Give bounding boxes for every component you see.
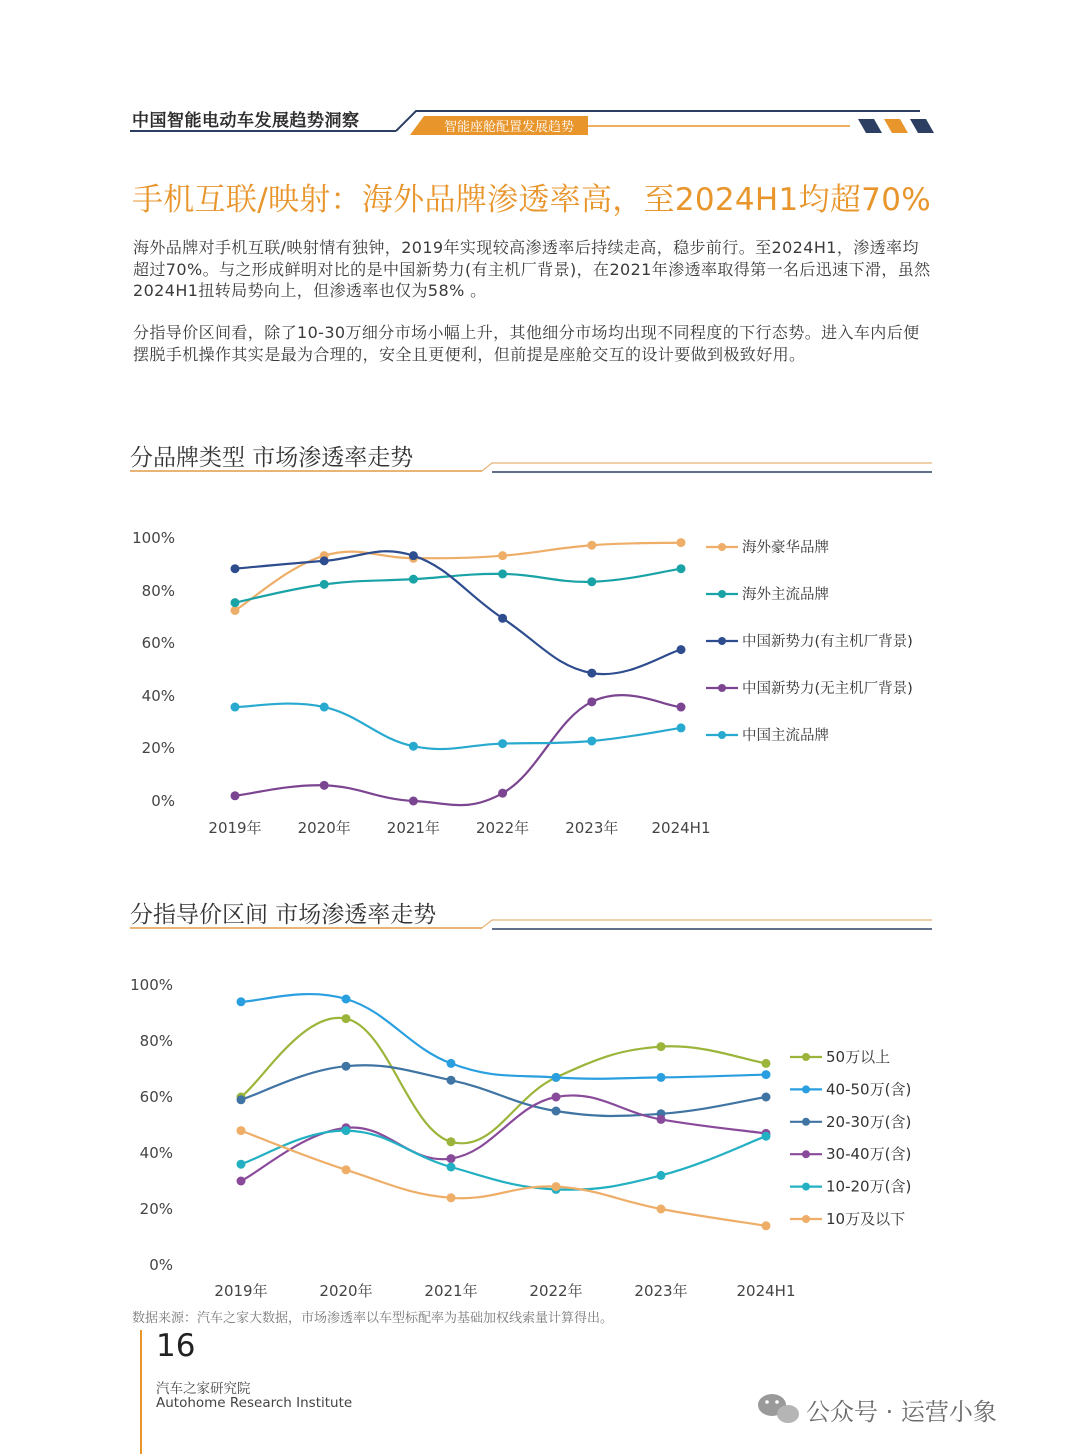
- legend-label: 海外主流品牌: [742, 587, 829, 603]
- legend-label: 中国新势力(无主机厂背景): [742, 681, 913, 697]
- legend-label: 30-40万(含): [826, 1145, 912, 1164]
- data-point: [552, 1107, 561, 1116]
- chart-2: [130, 976, 911, 1300]
- series-3: [231, 551, 686, 677]
- data-source-note: 数据来源：汽车之家大数据，市场渗透率以车型标配率为基础加权线索量计算得出。: [132, 1311, 614, 1326]
- legend-item: [706, 586, 829, 603]
- series-5: [231, 703, 686, 751]
- data-point: [552, 1093, 561, 1102]
- legend-item: [790, 1145, 911, 1163]
- series-line: [235, 551, 681, 674]
- x-tick-label: 2024H1: [651, 819, 711, 837]
- x-tick-label: 2022年: [476, 819, 530, 837]
- data-point: [657, 1205, 666, 1214]
- org-name-en: Autohome Research Institute: [156, 1395, 353, 1411]
- x-tick-label: 2020年: [297, 819, 351, 837]
- watermark-text: 公众号 · 运营小象: [806, 1398, 997, 1426]
- data-point: [447, 1154, 456, 1163]
- data-point: [231, 791, 240, 800]
- legend-swatch-dot: [802, 1085, 810, 1093]
- x-tick-label: 2023年: [565, 819, 619, 837]
- legend-item: [706, 727, 829, 744]
- y-tick-label: 20%: [141, 739, 175, 757]
- data-point: [409, 797, 418, 806]
- x-tick-label: 2021年: [424, 1282, 478, 1300]
- legend-swatch-dot: [718, 637, 726, 645]
- legend-label: 中国主流品牌: [742, 728, 829, 744]
- x-tick-label: 2023年: [634, 1282, 688, 1300]
- data-point: [409, 742, 418, 751]
- legend-item: [706, 632, 913, 650]
- intro-paragraph-2: 分指导价区间看，除了10-30万细分市场小幅上升，其他细分市场均出现不同程度的下行态势。进入车内后便摆脱手机操作其实是最为合理的，安全且更便利，但前提是座舱交互的设计要做到极致好用。: [133, 323, 920, 364]
- data-point: [762, 1059, 771, 1068]
- chart-1-title: 分品牌类型 市场渗透率走势: [130, 445, 414, 471]
- data-point: [342, 1126, 351, 1135]
- series-1: [237, 1014, 771, 1146]
- data-point: [552, 1073, 561, 1082]
- y-tick-label: 80%: [141, 582, 175, 600]
- data-point: [677, 538, 686, 547]
- data-point: [237, 1095, 246, 1104]
- legend-item: [790, 1080, 911, 1098]
- legend-label: 40-50万(含): [826, 1080, 912, 1099]
- series-line: [235, 569, 681, 603]
- data-point: [498, 551, 507, 560]
- data-point: [552, 1182, 561, 1191]
- series-line: [235, 695, 681, 805]
- x-tick-label: 2020年: [319, 1282, 373, 1300]
- data-point: [237, 1160, 246, 1169]
- series-line: [241, 994, 766, 1079]
- legend-item: [790, 1048, 890, 1066]
- y-tick-label: 60%: [141, 634, 175, 652]
- legend-swatch-dot: [802, 1215, 810, 1223]
- legend-item: [706, 539, 829, 556]
- legend-label: 10-20万(含): [826, 1177, 912, 1196]
- data-point: [409, 575, 418, 584]
- org-name-cn: 汽车之家研究院: [156, 1381, 251, 1397]
- x-tick-label: 2021年: [386, 819, 440, 837]
- data-point: [447, 1059, 456, 1068]
- x-tick-label: 2024H1: [736, 1282, 796, 1300]
- data-point: [237, 997, 246, 1006]
- series-line: [241, 1131, 766, 1226]
- data-point: [447, 1076, 456, 1085]
- y-tick-label: 100%: [132, 529, 175, 547]
- series-line: [235, 704, 681, 749]
- data-point: [231, 564, 240, 573]
- x-tick-label: 2019年: [214, 1282, 268, 1300]
- data-point: [231, 606, 240, 615]
- legend-swatch-dot: [718, 684, 726, 692]
- series-4: [231, 695, 686, 805]
- y-tick-label: 80%: [139, 1032, 173, 1050]
- legend-swatch-dot: [802, 1150, 810, 1158]
- intro-paragraph-1: 海外品牌对手机互联/映射情有独钟，2019年实现较高渗透率后持续走高，稳步前行。至2024H1，渗透率均超过70%。与之形成鲜明对比的是中国新势力(有主机厂背景)，在2021年渗透率取得第一名后迅速下滑，虽然2024H1扭转局势向上，但渗透率也仅为58% 。: [133, 238, 931, 300]
- data-point: [237, 1177, 246, 1186]
- legend-swatch-dot: [718, 590, 726, 598]
- legend-item: [790, 1210, 905, 1228]
- y-tick-label: 0%: [149, 1256, 173, 1274]
- chart-1: [132, 529, 913, 837]
- data-point: [320, 781, 329, 790]
- y-tick-label: 40%: [139, 1144, 173, 1162]
- y-tick-label: 20%: [139, 1200, 173, 1218]
- legend-swatch-dot: [802, 1053, 810, 1061]
- y-tick-label: 0%: [151, 792, 175, 810]
- data-point: [342, 995, 351, 1004]
- data-point: [231, 703, 240, 712]
- data-point: [762, 1070, 771, 1079]
- data-point: [342, 1165, 351, 1174]
- data-point: [231, 598, 240, 607]
- series-4: [237, 1093, 771, 1186]
- y-tick-label: 60%: [139, 1088, 173, 1106]
- legend-swatch-dot: [718, 543, 726, 551]
- series-6: [237, 1126, 771, 1230]
- data-point: [587, 736, 596, 745]
- data-point: [677, 645, 686, 654]
- data-point: [409, 551, 418, 560]
- legend-swatch-dot: [802, 1118, 810, 1126]
- legend-label: 海外豪华品牌: [742, 540, 829, 556]
- data-point: [447, 1137, 456, 1146]
- data-point: [342, 1014, 351, 1023]
- data-point: [498, 569, 507, 578]
- data-point: [657, 1171, 666, 1180]
- data-point: [320, 703, 329, 712]
- legend-label: 20-30万(含): [826, 1112, 912, 1131]
- data-point: [657, 1115, 666, 1124]
- page-title: 手机互联/映射：海外品牌渗透率高，至2024H1均超70%: [132, 182, 931, 218]
- legend-swatch-dot: [802, 1183, 810, 1191]
- data-point: [587, 577, 596, 586]
- legend-item: [706, 679, 913, 697]
- data-point: [498, 739, 507, 748]
- legend-label: 中国新势力(有主机厂背景): [742, 634, 913, 650]
- legend-swatch-dot: [718, 731, 726, 739]
- header-title: 中国智能电动车发展趋势洞察: [132, 111, 360, 131]
- data-point: [677, 703, 686, 712]
- legend-item: [790, 1113, 911, 1131]
- data-point: [447, 1163, 456, 1172]
- y-tick-label: 40%: [141, 687, 175, 705]
- data-point: [762, 1093, 771, 1102]
- data-point: [320, 556, 329, 565]
- data-point: [587, 669, 596, 678]
- series-line: [241, 1065, 766, 1116]
- data-point: [762, 1132, 771, 1141]
- data-point: [237, 1126, 246, 1135]
- data-point: [762, 1221, 771, 1230]
- header-tab-label: 智能座舱配置发展趋势: [444, 120, 575, 135]
- data-point: [677, 723, 686, 732]
- data-point: [320, 580, 329, 589]
- data-point: [342, 1062, 351, 1071]
- data-point: [677, 564, 686, 573]
- legend-label: 10万及以下: [826, 1210, 906, 1228]
- data-point: [447, 1193, 456, 1202]
- series-2: [231, 564, 686, 607]
- x-tick-label: 2019年: [208, 819, 262, 837]
- legend-label: 50万以上: [826, 1048, 891, 1066]
- y-tick-label: 100%: [130, 976, 173, 994]
- x-tick-label: 2022年: [529, 1282, 583, 1300]
- data-point: [657, 1042, 666, 1051]
- data-point: [587, 541, 596, 550]
- page-number: 16: [156, 1328, 196, 1364]
- legend-item: [790, 1178, 911, 1196]
- data-point: [498, 614, 507, 623]
- data-point: [498, 789, 507, 798]
- series-3: [237, 1062, 771, 1119]
- data-point: [587, 697, 596, 706]
- chart-2-title: 分指导价区间 市场渗透率走势: [130, 902, 437, 928]
- series-2: [237, 994, 771, 1082]
- data-point: [657, 1073, 666, 1082]
